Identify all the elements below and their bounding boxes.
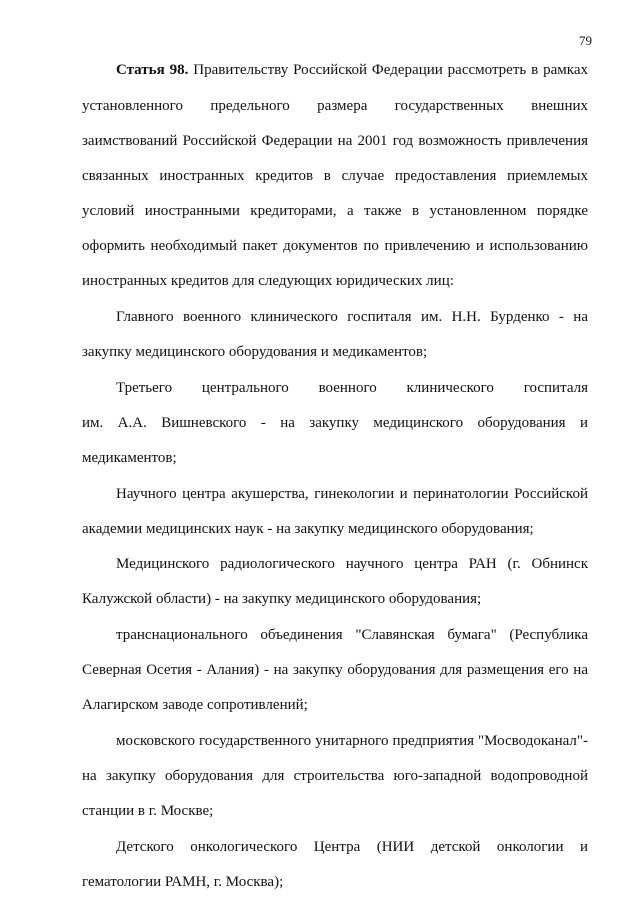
article-text-line: установленного предельного размера государственных внешних: [82, 98, 588, 114]
item-line: гематологии РАМН, г. Москва);: [82, 874, 284, 890]
article-text-line: связанных иностранных кредитов в случае предоставления приемлемых: [82, 168, 588, 184]
item-line: им. А.А. Вишневского - на закупку медицинского оборудования и: [82, 415, 588, 431]
item-line: Третьего центрального военного клинического госпиталя: [116, 380, 588, 396]
page-number: 79: [579, 33, 592, 48]
item-line: транснационального объединения "Славянская бумага" (Республика: [116, 627, 588, 643]
article-text-line: оформить необходимый пакет документов по привлечению и использованию: [82, 238, 588, 254]
article-text-line: Правительству Российской Федерации рассмотреть в рамках: [193, 62, 588, 78]
item-line: Главного военного клинического госпиталя им. Н.Н. Бурденко - на: [116, 309, 588, 325]
item-line: медикаментов;: [82, 450, 177, 466]
article-first-line: [82, 60, 588, 80]
item-line: Северная Осетия - Алания) - на закупку оборудования для размещения его на: [82, 662, 588, 678]
article-heading: Статья 98.: [116, 62, 189, 78]
item-line: Калужской области) - на закупку медицинского оборудования;: [82, 591, 482, 607]
item-line: академии медицинских наук - на закупку медицинского оборудования;: [82, 521, 534, 537]
article-text-line: условий иностранными кредиторами, а также в установленном порядке: [82, 203, 588, 219]
item-line: Научного центра акушерства, гинекологии и перинатологии Российской: [116, 486, 588, 502]
article-text-line: иностранных кредитов для следующих юридических лиц:: [82, 273, 454, 289]
item-line: Медицинского радиологического научного центра РАН (г. Обнинск: [116, 556, 588, 572]
item-line: на закупку оборудования для строительства юго-западной водопроводной: [82, 768, 588, 784]
article-text-line: заимствований Российской Федерации на 2001 год возможность привлечения: [82, 133, 588, 149]
item-line: московского государственного унитарного предприятия "Мосводоканал"-: [116, 733, 588, 749]
item-line: Детского онкологического Центра (НИИ детской онкологии и: [116, 839, 588, 855]
item-line: станции в г. Москве;: [82, 803, 214, 819]
item-line: закупку медицинского оборудования и медикаментов;: [82, 344, 428, 360]
item-line: Алагирском заводе сопротивлений;: [82, 697, 308, 713]
